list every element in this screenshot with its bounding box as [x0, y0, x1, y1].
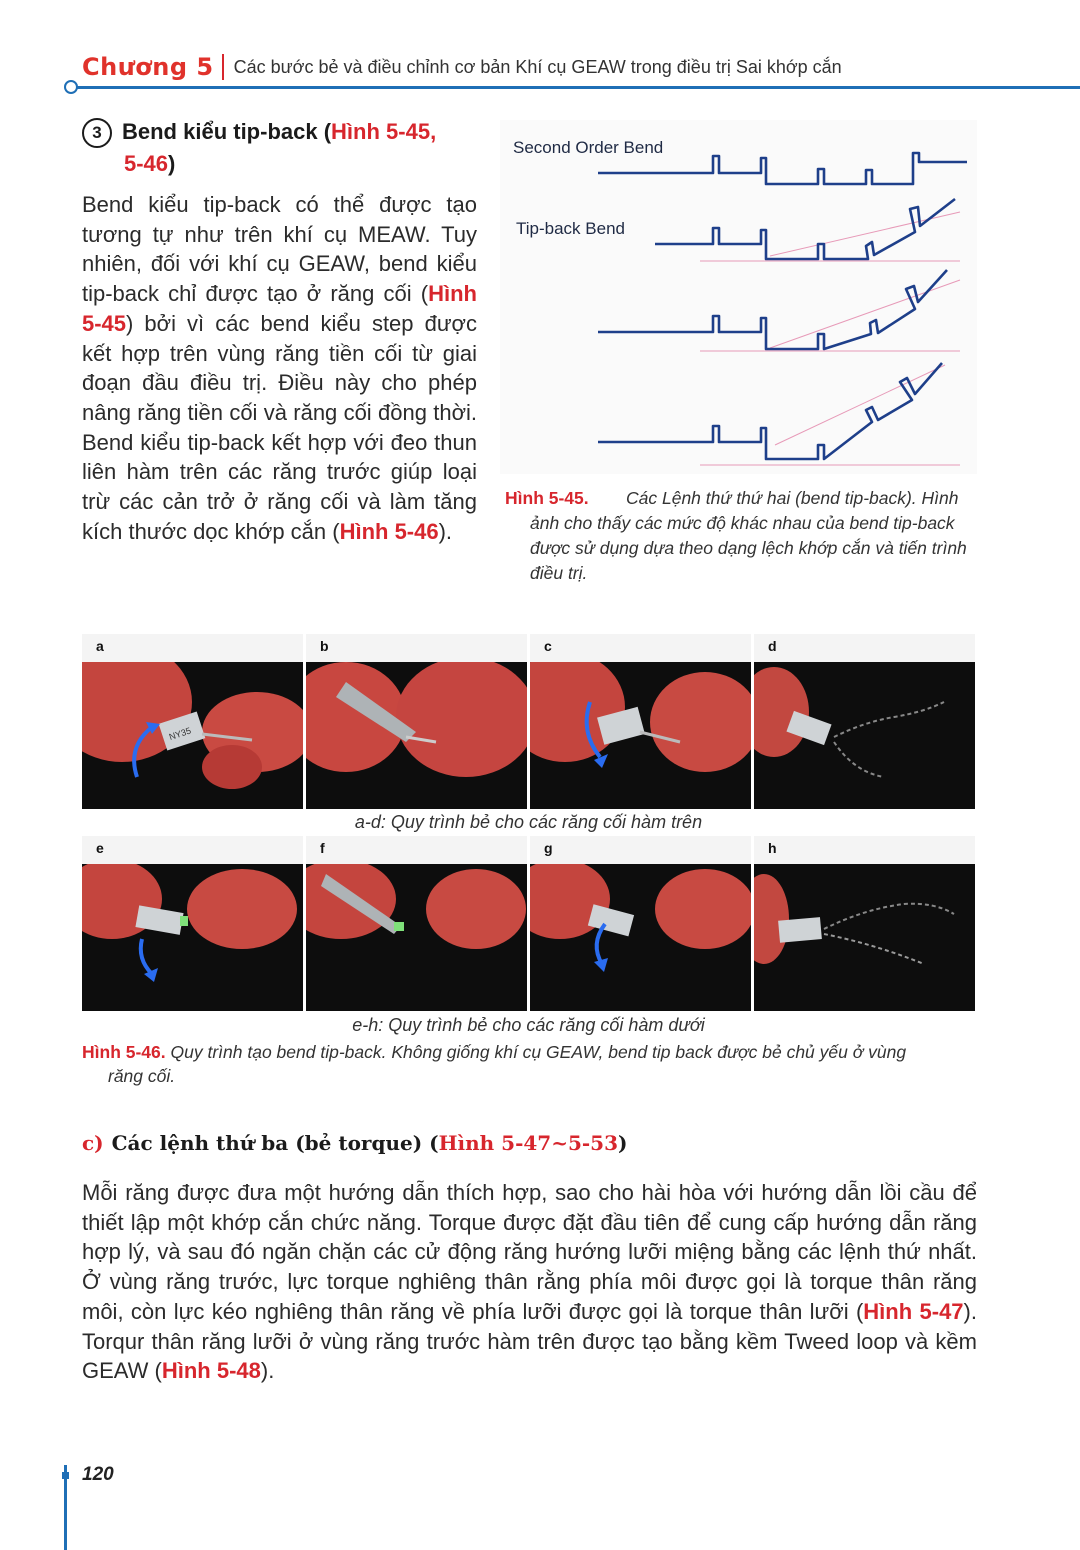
footer-marker	[62, 1472, 69, 1479]
section3-heading-text: Bend kiểu tip-back (	[122, 119, 332, 144]
photo-g	[530, 836, 751, 1011]
section3-heading-ref1[interactable]: Hình 5-45,	[331, 119, 437, 144]
photo-e-image	[82, 864, 303, 1011]
header-title: Các bước bẻ và điều chỉnh cơ bản Khí cụ GEAW trong điều trị Sai khớp cắn	[233, 56, 842, 77]
section-c-text-2: ). Torqur thân răng lưỡi ở vùng răng trước hàm trên được tạo bằng kềm Tweed loop và kềm GEAW (	[82, 1298, 977, 1384]
section-c-heading-text: Các lệnh thứ ba (bẻ torque) (	[111, 1131, 439, 1155]
wire-second-order	[598, 153, 967, 184]
section3-heading-ref2[interactable]: 5-46	[124, 151, 169, 176]
second-order-label: Second Order Bend	[513, 138, 664, 157]
photo-label: g	[544, 840, 553, 856]
section-c-ref-1[interactable]: Hình 5-47	[863, 1298, 964, 1324]
figure-5-46-ref: Hình 5-46.	[82, 1042, 166, 1062]
figure-5-45-diagram	[500, 120, 977, 474]
page-number: 120	[82, 1464, 114, 1485]
figure-5-45-ref: Hình 5-45.	[505, 488, 589, 508]
photo-g-image	[530, 864, 751, 1011]
header-rule	[72, 86, 1080, 89]
photo-label: h	[768, 840, 777, 856]
section3-text-2: ) bởi vì các bend kiểu step được kết hợp trên vùng răng tiền cối từ giai đoạn đầu điều trị. Điều này cho phép nâng răng tiền cối và răng cối đồng thời. Bend kiểu tip-back kết hợp với đeo thun liên hàm trên các răng trước giúp loại trừ các cản trở ở răng cối và làm tăng kích thước dọc khớp cắn (	[82, 310, 477, 544]
photo-d	[754, 634, 975, 809]
photo-a	[82, 634, 303, 809]
photo-h	[754, 836, 975, 1011]
section-c-text-3: ).	[260, 1358, 275, 1384]
photo-d-image	[754, 662, 975, 809]
page-header	[82, 52, 842, 82]
bend-diagram-svg	[500, 120, 977, 474]
header-divider	[222, 54, 224, 80]
section-c-ref-2[interactable]: Hình 5-48	[161, 1358, 261, 1384]
figure-5-46-caption-upper: a-d: Quy trình bẻ cho các răng cối hàm trên	[354, 812, 703, 832]
section3-paragraph	[82, 190, 477, 546]
plier-text: NY35	[167, 725, 193, 742]
section3-text-3: ).	[438, 518, 453, 544]
photo-f	[306, 836, 527, 1011]
figure-5-46-caption-text: Quy trình tạo bend tip-back. Không giống khí cụ GEAW, bend tip back được bẻ chủ yếu ở vùng	[170, 1042, 907, 1062]
wire-tipback-1	[655, 199, 955, 259]
photo-label: d	[768, 638, 777, 654]
photo-h-image	[754, 864, 975, 1011]
photo-e	[82, 836, 303, 1011]
photo-label: a	[96, 638, 104, 654]
figure-5-46-caption	[82, 1040, 977, 1088]
section3-ref-1[interactable]: Hình 5-45	[82, 281, 477, 336]
tipback-label: Tip-back Bend	[516, 219, 625, 238]
chapter-label: Chương 5	[82, 53, 214, 81]
section-number-badge: 3	[82, 118, 112, 148]
section3-heading	[82, 116, 482, 179]
figure-5-45-caption-text: Các Lệnh thứ thứ hai (bend tip-back). Hình ảnh cho thấy các mức độ khác nhau của bend tip-back được sử dụng dựa theo dạng lệch khớp cắn và tiến trình điều trị.	[530, 488, 967, 583]
photo-b-image	[306, 662, 527, 809]
section3-text-1: Bend kiểu tip-back có thể được tạo tương tự như trên khí cụ MEAW. Tuy nhiên, đối với khí cụ GEAW, bend kiểu tip-back chỉ được tạo ở răng cối (	[82, 192, 477, 307]
photo-label: f	[320, 840, 325, 856]
photo-c-image	[530, 662, 751, 809]
figure-5-46-caption-lower: e-h: Quy trình bẻ cho các răng cối hàm dưới	[352, 1015, 705, 1035]
photo-a-image	[82, 662, 303, 809]
wire-tipback-2	[598, 270, 947, 349]
section-c-paragraph	[82, 1178, 977, 1386]
photo-row-upper	[82, 634, 975, 809]
photo-label: e	[96, 840, 104, 856]
figure-5-46-caption-continued: răng cối.	[108, 1066, 176, 1086]
photo-row-lower	[82, 836, 975, 1011]
section-c-heading-close: )	[618, 1131, 628, 1155]
figure-5-45-caption	[505, 486, 975, 586]
photo-label: b	[320, 638, 329, 654]
wire-bends	[598, 153, 967, 459]
photo-c	[530, 634, 751, 809]
section3-heading-close: )	[168, 151, 176, 176]
photo-label: c	[544, 638, 552, 654]
section3-ref-2[interactable]: Hình 5-46	[339, 518, 439, 544]
guide-lines	[700, 212, 960, 465]
section-c-letter: c)	[82, 1131, 104, 1155]
wire-tipback-3	[598, 363, 942, 459]
header-rule-dot	[64, 80, 78, 94]
photo-f-image	[306, 864, 527, 1011]
section-c-text-1: Mỗi răng được đưa một hướng dẫn thích hợp, sao cho hài hòa với hướng dẫn lồi cầu để thiết lập một khớp cắn chức năng. Torque được đặt đầu tiên để cung cấp hướng dẫn răng hợp lý, và sau đó ngăn chặn các cử động răng hướng lưỡi miệng bằng các lệnh thứ nhất. Ở vùng răng trước, lực torque nghiêng thân rằng phía môi được gọi là torque thân răng môi, còn lực kéo nghiêng thân răng về phía lưỡi được gọi là torque thân lưỡi (	[82, 1180, 977, 1324]
photo-b	[306, 634, 527, 809]
section-c-heading	[82, 1131, 627, 1155]
section-c-heading-ref[interactable]: Hình 5-47~5-53	[438, 1131, 619, 1155]
